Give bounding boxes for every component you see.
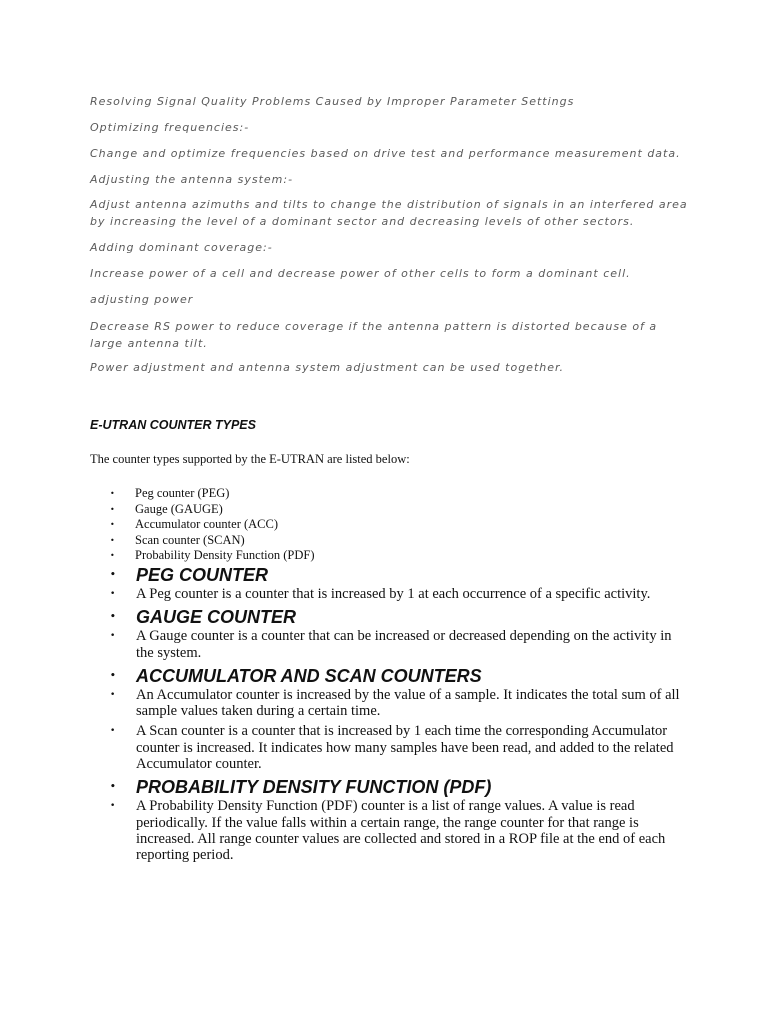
intro-text: The counter types supported by the E-UTRAN are listed below: bbox=[90, 452, 410, 466]
list-item-text: A Peg counter is a counter that is increased by 1 at each occurrence of a specific activity. bbox=[136, 586, 651, 602]
subheading-accumulator-scan bbox=[110, 665, 690, 687]
bullet-icon: • bbox=[110, 589, 116, 599]
subheading-peg-counter bbox=[110, 564, 690, 586]
list-item bbox=[110, 586, 690, 602]
subheading-label: GAUGE COUNTER bbox=[136, 607, 297, 628]
paragraph-optimizing-frequencies: Optimizing frequencies:- bbox=[90, 121, 250, 134]
paragraph-increase-power: Increase power of a cell and decrease power of other cells to form a dominant cell. bbox=[90, 267, 631, 280]
bullet-icon: • bbox=[110, 570, 116, 580]
list-item-text: A Scan counter is a counter that is increased by 1 each time the corresponding Accumulator counter is increased. It indicates how many samples have been read, and added to the related Accumulator counter. bbox=[136, 723, 674, 773]
paragraph-power-adjustment: Power adjustment and antenna system adjustment can be used together. bbox=[90, 361, 565, 374]
bullet-icon: • bbox=[110, 612, 116, 623]
bullet-icon: • bbox=[110, 520, 115, 529]
list-item bbox=[110, 486, 710, 502]
list-item-label: Gauge (GAUGE) bbox=[135, 501, 223, 516]
subheading-label: PROBABILITY DENSITY FUNCTION (PDF) bbox=[136, 777, 492, 798]
list-item bbox=[110, 798, 690, 863]
bullet-icon: • bbox=[110, 670, 116, 681]
bullet-icon: • bbox=[110, 504, 115, 514]
paragraph-adjusting-power: adjusting power bbox=[90, 293, 194, 306]
paragraph-adding-coverage: Adding dominant coverage:- bbox=[90, 241, 273, 254]
list-item bbox=[110, 502, 710, 518]
subheading-pdf bbox=[110, 776, 690, 798]
bullet-icon: • bbox=[110, 551, 115, 560]
counter-types-list bbox=[110, 486, 710, 564]
list-item-text: A Probability Density Function (PDF) counter is a list of range values. A value is read periodically. If the value falls within a certain range, the range counter for that range is increased. All range counter values are collected and stored in a ROP file at the end of each reporting period. bbox=[136, 798, 666, 864]
paragraph-decrease-rs-power: Decrease RS power to reduce coverage if the antenna pattern is distorted because of a large antenna tilt. bbox=[90, 320, 658, 350]
bullet-icon: • bbox=[110, 689, 116, 700]
list-item-label: Probability Density Function (PDF) bbox=[135, 548, 315, 562]
bullet-icon: • bbox=[110, 535, 115, 545]
section-heading: E-UTRAN COUNTER TYPES bbox=[90, 418, 256, 432]
subheading-label: PEG COUNTER bbox=[136, 565, 269, 585]
list-item-label: Accumulator counter (ACC) bbox=[135, 517, 279, 531]
bullet-icon: • bbox=[110, 782, 116, 793]
list-item bbox=[110, 687, 690, 720]
list-item bbox=[110, 533, 710, 549]
list-item bbox=[110, 517, 710, 533]
list-item-label: Scan counter (SCAN) bbox=[135, 532, 245, 547]
paragraph-title-resolving: Resolving Signal Quality Problems Caused by Improper Parameter Settings bbox=[90, 95, 575, 108]
subheading-label: ACCUMULATOR AND SCAN COUNTERS bbox=[136, 665, 482, 686]
paragraph-adjust-azimuths: Adjust antenna azimuths and tilts to change the distribution of signals in an interfered area by increasing the level of a dominant sector and decreasing levels of other sectors. bbox=[90, 198, 688, 228]
subheading-gauge-counter bbox=[110, 606, 690, 628]
list-item-label: Peg counter (PEG) bbox=[135, 486, 230, 500]
list-item-text: A Gauge counter is a counter that can be increased or decreased depending on the activity in the system. bbox=[136, 628, 672, 661]
list-item bbox=[110, 628, 690, 661]
bullet-icon: • bbox=[110, 801, 116, 812]
bullet-icon: • bbox=[110, 631, 116, 642]
paragraph-adjusting-antenna: Adjusting the antenna system:- bbox=[90, 173, 294, 186]
paragraph-change-frequencies: Change and optimize frequencies based on drive test and performance measurement data. bbox=[90, 147, 681, 160]
list-item bbox=[110, 548, 710, 564]
bullet-icon: • bbox=[110, 726, 116, 737]
counter-details-list bbox=[110, 564, 690, 868]
bullet-icon: • bbox=[110, 489, 115, 498]
list-item-text: An Accumulator counter is increased by the value of a sample. It indicates the total sum of all sample values taken during a certain time. bbox=[136, 686, 680, 720]
list-item bbox=[110, 723, 690, 772]
